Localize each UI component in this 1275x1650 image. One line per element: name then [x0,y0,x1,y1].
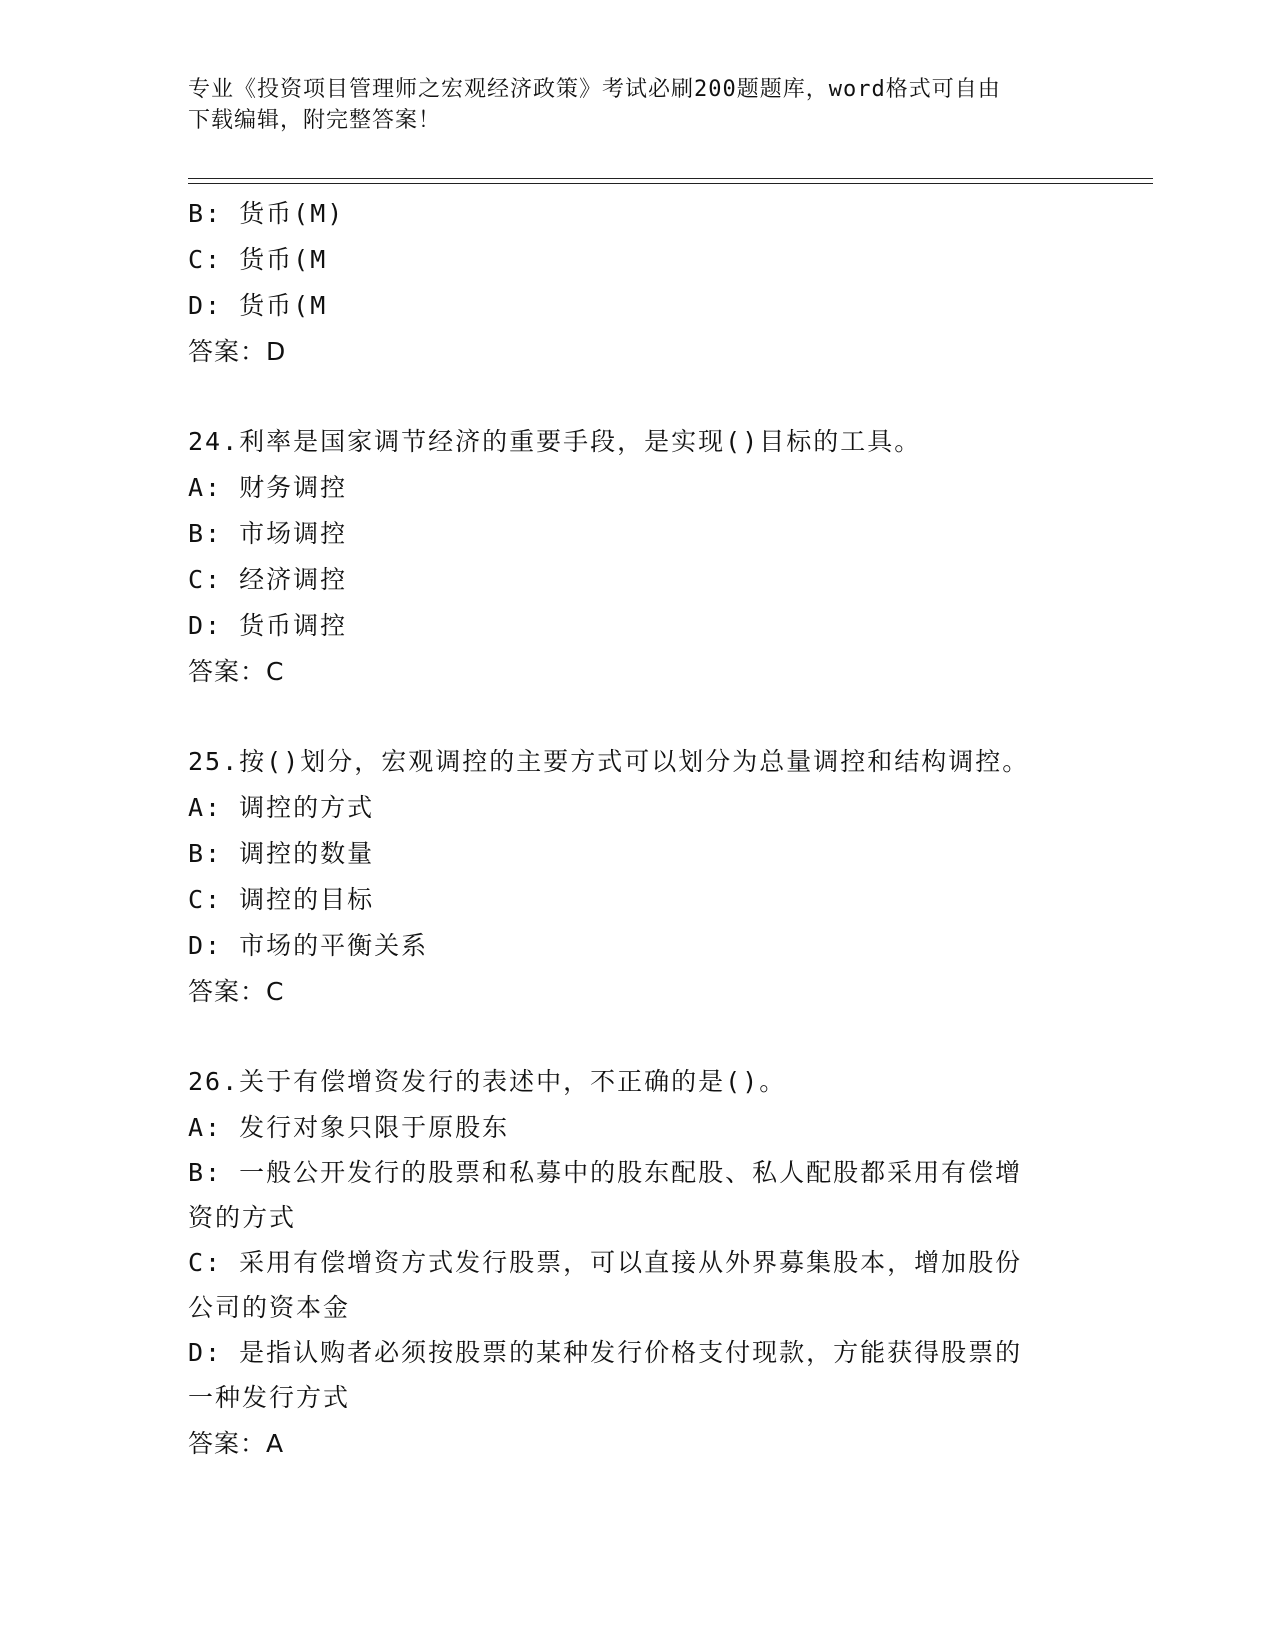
option-c: C: 调控的目标 [188,885,375,914]
option-c: C: 经济调控 [188,565,348,594]
header-title-line-2: 下载编辑，附完整答案！ [188,108,442,133]
option-a: A: 发行对象只限于原股东 [188,1113,510,1142]
option-b: B: 市场调控 [188,519,348,548]
header-divider [188,178,1153,184]
question-list [188,191,1088,1467]
spacer [188,1015,1088,1059]
option-d: D: 货币(M [188,291,328,320]
question-26 [188,1059,1088,1467]
option-d: D: 是指认购者必须按股票的某种发行价格支付现款，方能获得股票的 [188,1338,1023,1367]
question-25 [188,739,1088,1015]
answer-line: 答案：D [188,337,287,366]
option-d-continued: 一种发行方式 [188,1383,351,1412]
option-c: C: 货币(M [188,245,328,274]
answer-line: 答案：C [188,657,285,686]
option-b: B: 货币(M) [188,199,345,228]
option-c: C: 采用有偿增资方式发行股票，可以直接从外界募集股本，增加股份 [188,1248,1023,1277]
spacer [188,695,1088,739]
option-d: D: 货币调控 [188,611,348,640]
option-c-continued: 公司的资本金 [188,1293,351,1322]
answer-line: 答案：C [188,977,285,1006]
option-a: A: 调控的方式 [188,793,375,822]
document-header [188,74,1068,136]
option-b: B: 一般公开发行的股票和私募中的股东配股、私人配股都采用有偿增 [188,1158,1023,1187]
spacer [188,375,1088,419]
question-23-continued [188,191,1088,375]
option-a: A: 财务调控 [188,473,348,502]
question-24 [188,419,1088,695]
question-stem: 26.关于有偿增资发行的表述中，不正确的是()。 [188,1067,787,1096]
option-b-continued: 资的方式 [188,1203,297,1232]
option-d: D: 市场的平衡关系 [188,931,429,960]
question-stem: 25.按()划分，宏观调控的主要方式可以划分为总量调控和结构调控。 [188,747,1030,776]
answer-line: 答案：A [188,1429,285,1458]
option-b: B: 调控的数量 [188,839,375,868]
header-title-line-1: 专业《投资项目管理师之宏观经济政策》考试必刷200题题库，word格式可自由 [188,77,1001,102]
question-stem: 24.利率是国家调节经济的重要手段，是实现()目标的工具。 [188,427,922,456]
